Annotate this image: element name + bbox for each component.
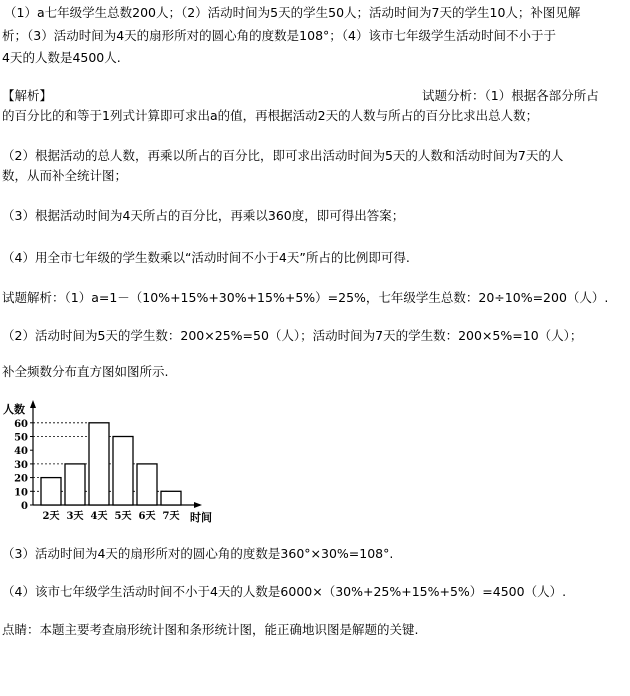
bar <box>89 423 109 505</box>
bar <box>137 464 157 505</box>
analysis-line-3: 数，从而补全统计图； <box>2 168 128 183</box>
analysis-line-5: （4）用全市七年级的学生数乘以“活动时间不小于4天”所占的比例即可得. <box>2 250 410 265</box>
solution-line-3: 补全频数分布直方图如图所示. <box>2 364 169 379</box>
x-tick-label: 2天 <box>42 511 60 522</box>
y-tick-label: 10 <box>14 487 28 499</box>
y-axis-label: 人数 <box>3 403 25 416</box>
bar <box>65 464 85 505</box>
x-tick-label: 3天 <box>66 511 84 522</box>
x-tick-label: 5天 <box>114 511 132 522</box>
answer-line-2: 析；（3）活动时间为4天的扇形所对的圆心角的度数是108°；（4）该市七年级学生活动时间不小于于 <box>2 28 556 43</box>
bar <box>41 478 61 505</box>
y-tick-label: 0 <box>21 501 28 512</box>
x-tick-label: 7天 <box>162 511 180 522</box>
solution-line-2: （2）活动时间为5天的学生数：200×25%=50（人）；活动时间为7天的学生数：200×5%=10（人）； <box>2 328 583 343</box>
y-tick-label: 60 <box>14 418 28 430</box>
analysis-line-1: 的百分比的和等于1列式计算即可求出a的值，再根据活动2天的人数与所占的百分比求出总人数； <box>2 108 539 123</box>
solution-line-1: 试题解析：（1）a=1－（10%+15%+30%+15%+5%）=25%，七年级学生总数：20÷10%=200（人）. <box>2 290 609 305</box>
y-axis-arrow <box>30 400 36 408</box>
y-tick-label: 50 <box>14 432 28 444</box>
analysis-line-2: （2）根据活动的总人数，再乘以所占的百分比，即可求出活动时间为5天的人数和活动时间为7天的人 <box>2 148 564 163</box>
answer-line-1: （1）a七年级学生总数200人；（2）活动时间为5天的学生50人；活动时间为7天的学生10人；补图见解 <box>4 5 581 20</box>
y-tick-label: 30 <box>14 459 28 471</box>
x-tick-label: 4天 <box>90 511 108 522</box>
x-axis-label: 时间 <box>190 511 212 524</box>
analysis-intro: 试题分析：（1）根据各部分所占 <box>422 88 599 103</box>
bar <box>161 491 181 505</box>
x-axis-arrow <box>194 502 202 508</box>
solution-line-5: （4）该市七年级学生活动时间不小于4天的人数是6000×（30%+25%+15%+5%）=4500（人）. <box>2 584 567 599</box>
answer-line-3: 4天的人数是4500人. <box>2 50 121 65</box>
solution-line-4: （3）活动时间为4天的扇形所对的圆心角的度数是360°×30%=108°. <box>2 546 394 561</box>
comment-line: 点睛：本题主要考查扇形统计图和条形统计图，能正确地识图是解题的关键. <box>2 622 419 637</box>
bar <box>113 437 133 506</box>
histogram-chart <box>0 396 230 531</box>
y-tick-label: 40 <box>14 446 28 458</box>
analysis-heading: 【解析】 <box>2 88 53 103</box>
analysis-line-4: （3）根据活动时间为4天所占的百分比，再乘以360度，即可得出答案； <box>2 208 405 223</box>
x-tick-label: 6天 <box>138 511 156 522</box>
y-tick-label: 20 <box>14 473 28 485</box>
